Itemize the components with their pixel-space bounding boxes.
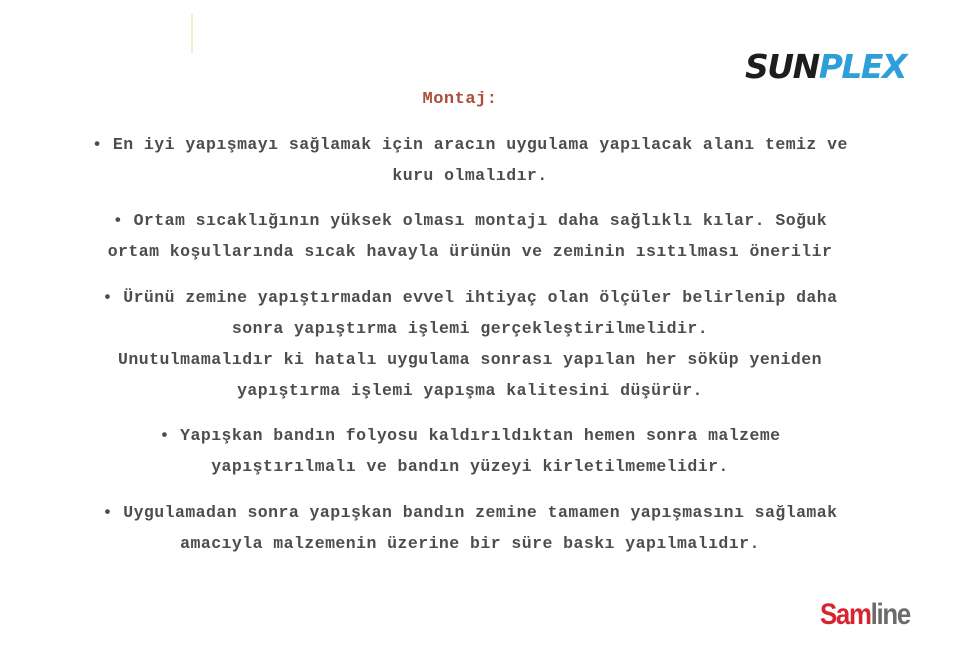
section-title: Montaj: [422,90,498,109]
samline-logo [820,600,910,630]
instruction-paragraph [20,129,920,191]
paragraph-line: • Yapışkan bandın folyosu kaldırıldıktan hemen sonra malzeme [159,426,781,445]
paragraph-line: • Uygulamadan sonra yapışkan bandın zemine tamamen yapışmasını sağlamak [102,503,838,522]
faint-mark [191,14,193,54]
instruction-paragraph [20,497,920,559]
logo-part-line: line [870,598,910,631]
paragraph-line: yapıştırılmalı ve bandın yüzeyi kirletilmemelidir. [211,457,729,476]
logo-part-sun: SUN [745,46,819,86]
sunplex-logo [745,46,906,86]
paragraph-line: sonra yapıştırma işlemi gerçekleştirilmelidir. [231,319,709,338]
paragraph-line: kuru olmalıdır. [392,166,548,185]
paragraph-line: Unutulmamalıdır ki hatalı uygulama sonrası yapılan her söküp yeniden [118,350,822,369]
paragraph-line: amacıyla malzemenin üzerine bir süre baskı yapılmalıdır. [180,534,760,553]
paragraph-line: • Ürünü zemine yapıştırmadan evvel ihtiyaç olan ölçüler belirlenip daha [102,288,838,307]
instruction-paragraph [20,282,920,406]
instruction-paragraph [20,420,920,482]
paragraph-line: yapıştırma işlemi yapışma kalitesini düşürür. [237,381,703,400]
paragraph-line: • Ortam sıcaklığının yüksek olması montajı daha sağlıklı kılar. Soğuk [112,211,828,230]
logo-part-sam: Sam [820,598,871,631]
paragraph-line: • En iyi yapışmayı sağlamak için aracın uygulama yapılacak alanı temiz ve [92,135,848,154]
instruction-paragraph [20,205,920,267]
paragraph-line: ortam koşullarında sıcak havayla ürünün ve zeminin ısıtılması önerilir [107,242,833,261]
logo-part-plex: PLEX [818,46,906,86]
